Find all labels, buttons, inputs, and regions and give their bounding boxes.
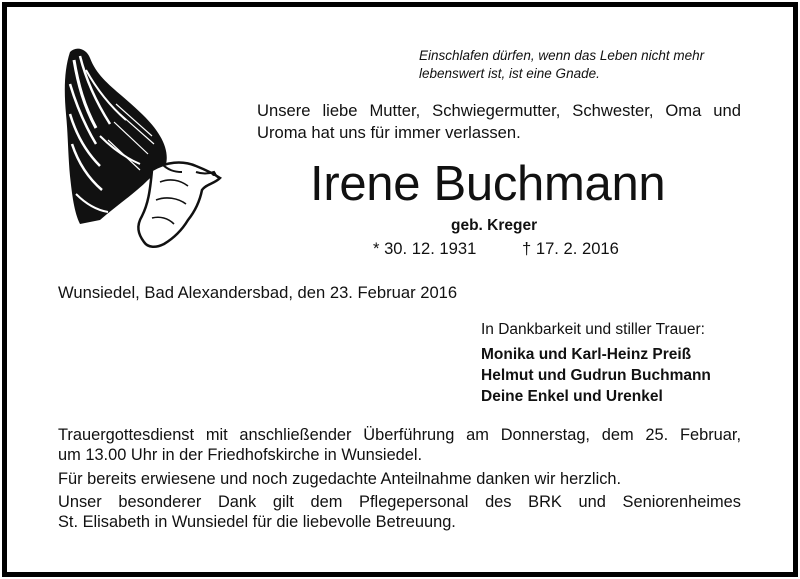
mourners-list (481, 344, 711, 407)
final-thanks (58, 492, 741, 532)
motto-line-1: Einschlafen dürfen, wenn das Leben nicht mehr (419, 48, 705, 63)
intro-line-2: Uroma hat uns für immer verlassen. (257, 123, 521, 142)
service-line-1: Trauergottesdienst mit anschließender Überführung am Donnerstag, dem 25. Februar, (58, 426, 741, 444)
motto-quote (419, 47, 759, 83)
mourner-name: Monika und Karl-Heinz Preiß (481, 346, 692, 363)
praying-hands-icon (56, 44, 228, 254)
final-thanks-line-1: Unser besonderer Dank gilt dem Pflegepersonal des BRK und Seniorenheimes (58, 493, 741, 511)
place-date: Wunsiedel, Bad Alexandersbad, den 23. Februar 2016 (58, 283, 458, 302)
service-info (58, 425, 741, 465)
motto-line-2: lebenswert ist, ist eine Gnade. (419, 66, 600, 81)
death-date: † 17. 2. 2016 (522, 239, 619, 258)
deceased-name: Irene Buchmann (310, 157, 666, 211)
final-thanks-line-2: St. Elisabeth in Wunsiedel für die liebevolle Betreuung. (58, 513, 456, 531)
service-line-2: um 13.00 Uhr in der Friedhofskirche in Wunsiedel. (58, 446, 423, 464)
intro-line-1: Unsere liebe Mutter, Schwiegermutter, Schwester, Oma und (257, 101, 741, 120)
maiden-name: geb. Kreger (451, 217, 538, 234)
mourner-name: Helmut und Gudrun Buchmann (481, 367, 711, 384)
gratitude-text: Für bereits erwiesene und noch zugedachte Anteilnahme danken wir herzlich. (58, 470, 622, 488)
mourners-intro: In Dankbarkeit und stiller Trauer: (481, 321, 705, 338)
birth-date: * 30. 12. 1931 (373, 239, 477, 258)
intro-text (257, 100, 741, 144)
mourner-name: Deine Enkel und Urenkel (481, 388, 663, 405)
